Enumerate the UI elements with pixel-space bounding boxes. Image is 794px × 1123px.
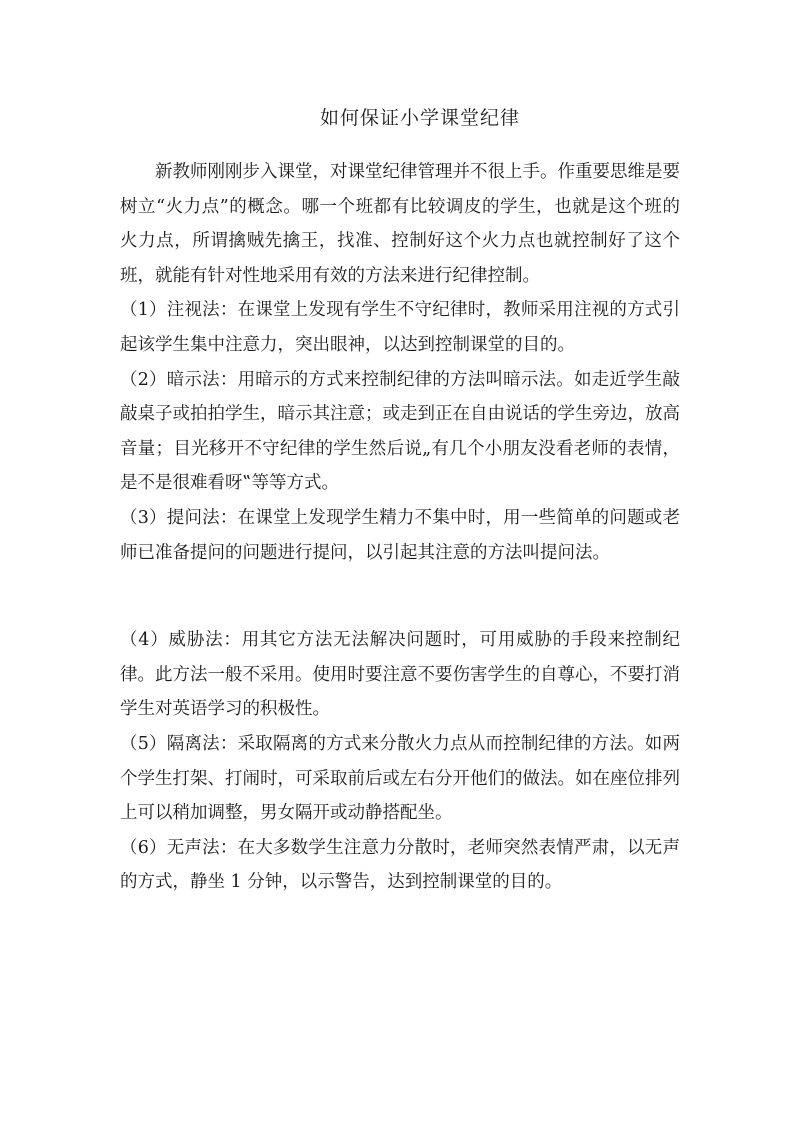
document-title: 如何保证小学课堂纪律 [319, 107, 520, 129]
method-paragraph-4: （4）威胁法：用其它方法无法解决问题时，可用威胁的手段来控制纪律。此方法一般不采用。使用时要注意不要伤害学生的自尊心，不要打消学生对英语学习的积极性。 [120, 630, 680, 720]
method-paragraph-5: （5）隔离法：采取隔离的方式来分散火力点从而控制纪律的方法。如两个学生打架、打闹时，可采取前后或左右分开他们的做法。如在座位排列上可以稍加调整，男女隔开或动静搭配坐。 [120, 733, 680, 824]
intro-paragraph: 新教师刚刚步入课堂，对课堂纪律管理并不很上手。作重要思维是要树立“火力点”的概念。哪一个班都有比较调皮的学生，也就是这个班的火力点，所谓擒贼先擒王，找准、控制好这个火力点也就控制好了这个班，就能有针对性地采用有效的方法来进行纪律控制。 [120, 162, 680, 286]
document-body [120, 155, 680, 900]
method-paragraph-6: （6）无声法：在大多数学生注意力分散时，老师突然表情严肃，以无声的方式，静坐 1 分钟，以示警告，达到控制课堂的目的。 [120, 837, 680, 893]
method-paragraph-1: （1）注视法：在课堂上发现有学生不守纪律时，教师采用注视的方式引起该学生集中注意力，突出眼神，以达到控制课堂的目的。 [120, 300, 680, 355]
method-paragraph-2: （2）暗示法：用暗示的方式来控制纪律的方法叫暗示法。如走近学生敲敲桌子或拍拍学生，暗示其注意；或走到正在自由说话的学生旁边，放高音量；目光移开不守纪律的学生然后说„有几个小朋友没看老师的表情，是不是很难看呀‟等等方式。 [120, 369, 680, 494]
blank-gap [120, 570, 680, 623]
method-paragraph-3: （3）提问法：在课堂上发现学生精力不集中时，用一些简单的问题或老师已准备提问的问题进行提问，以引起其注意的方法叫提问法。 [120, 507, 680, 563]
